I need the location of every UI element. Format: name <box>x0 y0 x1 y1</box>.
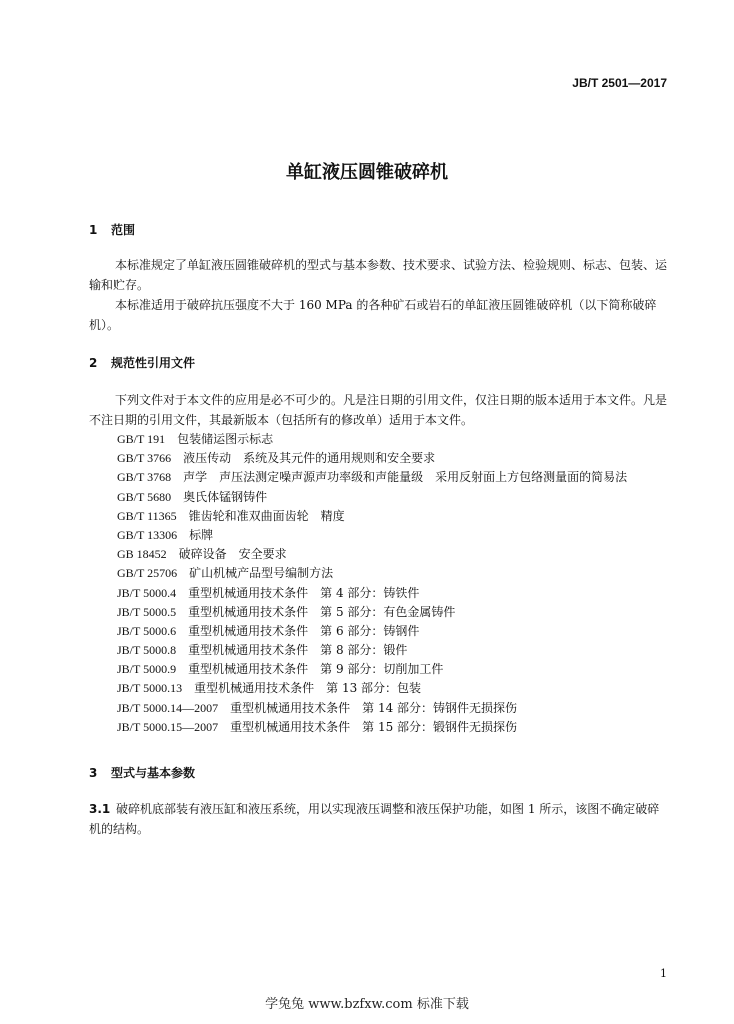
section-2-heading <box>89 354 195 371</box>
reference-title: 奥氏体锰钢铸件 <box>183 489 268 504</box>
reference-title: 液压传动 系统及其元件的通用规则和安全要求 <box>183 451 436 466</box>
reference-title: 重型机械通用技术条件 第 9 部分：切削加工件 <box>188 662 444 677</box>
reference-item <box>117 718 627 737</box>
reference-code: GB/T 11365 <box>117 508 177 523</box>
reference-code: GB/T 3766 <box>117 451 172 466</box>
reference-code: GB/T 3768 <box>117 470 172 485</box>
section-title: 型式与基本参数 <box>111 766 196 780</box>
reference-code: GB/T 5680 <box>117 489 172 504</box>
scope-paragraph-1: 本标准规定了单缸液压圆锥破碎机的型式与基本参数、技术要求、试验方法、检验规则、标志、包装、运输和贮存。 <box>89 258 668 292</box>
reference-code: GB/T 13306 <box>117 527 178 542</box>
reference-list <box>117 430 627 737</box>
reference-code: GB/T 191 <box>117 432 166 446</box>
reference-code: JB/T 5000.6 <box>117 623 177 638</box>
reference-code: JB/T 5000.15—2007 <box>117 719 219 734</box>
reference-title: 重型机械通用技术条件 第 4 部分：铸铁件 <box>188 585 420 600</box>
section-title: 范围 <box>111 223 136 237</box>
reference-code: JB/T 5000.8 <box>117 643 177 658</box>
reference-title: 重型机械通用技术条件 第 14 部分：铸钢件无损探伤 <box>230 700 518 715</box>
reference-item <box>117 488 627 507</box>
reference-item <box>117 430 627 449</box>
reference-code: JB/T 5000.5 <box>117 604 177 619</box>
reference-item <box>117 622 627 641</box>
reference-title: 重型机械通用技术条件 第 15 部分：锻钢件无损探伤 <box>230 719 518 734</box>
clause-number: 3.1 <box>89 802 111 816</box>
reference-title: 重型机械通用技术条件 第 6 部分：铸钢件 <box>188 623 420 638</box>
reference-title: 重型机械通用技术条件 第 13 部分：包装 <box>194 681 422 696</box>
clause-text: 破碎机底部装有液压缸和液压系统，用以实现液压调整和液压保护功能，如图 1 所示，该图不确定破碎机的结构。 <box>89 802 660 836</box>
clause-3-1 <box>89 799 669 839</box>
reference-item <box>117 603 627 622</box>
site-watermark: 学兔兔 www.bzfxw.com 标准下载 <box>265 997 469 1012</box>
reference-title: 包装储运图示标志 <box>177 432 274 446</box>
document-title: 单缸液压圆锥破碎机 <box>286 162 448 183</box>
section-title: 规范性引用文件 <box>111 356 196 370</box>
scope-paragraph-2: 本标准适用于破碎抗压强度不大于 160 MPa 的各种矿石或岩石的单缸液压圆锥破碎机（以下简称破碎机）。 <box>89 298 657 332</box>
reference-title: 声学 声压法测定噪声源声功率级和声能量级 采用反射面上方包络测量面的简易法 <box>183 470 628 485</box>
reference-item <box>117 660 627 679</box>
reference-item <box>117 564 627 583</box>
reference-code: GB 18452 <box>117 547 167 562</box>
section-number: 2 <box>89 356 98 370</box>
reference-item <box>117 507 627 526</box>
section-number: 1 <box>89 223 98 237</box>
reference-code: JB/T 5000.4 <box>117 585 177 600</box>
reference-code: JB/T 5000.14—2007 <box>117 700 219 715</box>
reference-code: JB/T 5000.13 <box>117 681 183 696</box>
reference-item <box>117 699 627 718</box>
references-intro: 下列文件对于本文件的应用是必不可少的。凡是注日期的引用文件，仅注日期的版本适用于本文件。凡是不注日期的引用文件，其最新版本（包括所有的修改单）适用于本文件。 <box>89 393 668 427</box>
standard-code: JB/T 2501—2017 <box>572 76 667 90</box>
reference-item <box>117 584 627 603</box>
reference-code: GB/T 25706 <box>117 566 178 581</box>
reference-title: 矿山机械产品型号编制方法 <box>189 566 334 581</box>
reference-title: 重型机械通用技术条件 第 5 部分：有色金属铸件 <box>188 604 456 619</box>
reference-item <box>117 526 627 545</box>
reference-item <box>117 641 627 660</box>
section-number: 3 <box>89 766 98 780</box>
reference-item <box>117 545 627 564</box>
reference-title: 破碎设备 安全要求 <box>178 547 287 562</box>
page-number: 1 <box>660 967 667 980</box>
reference-item <box>117 468 627 487</box>
section-3-heading <box>89 764 195 781</box>
reference-title: 锥齿轮和准双曲面齿轮 精度 <box>188 508 345 523</box>
reference-title: 重型机械通用技术条件 第 8 部分：锻件 <box>188 643 408 658</box>
reference-item <box>117 679 627 698</box>
reference-title: 标牌 <box>189 527 214 542</box>
reference-code: JB/T 5000.9 <box>117 662 177 677</box>
section-1-heading <box>89 221 135 238</box>
reference-item <box>117 449 627 468</box>
